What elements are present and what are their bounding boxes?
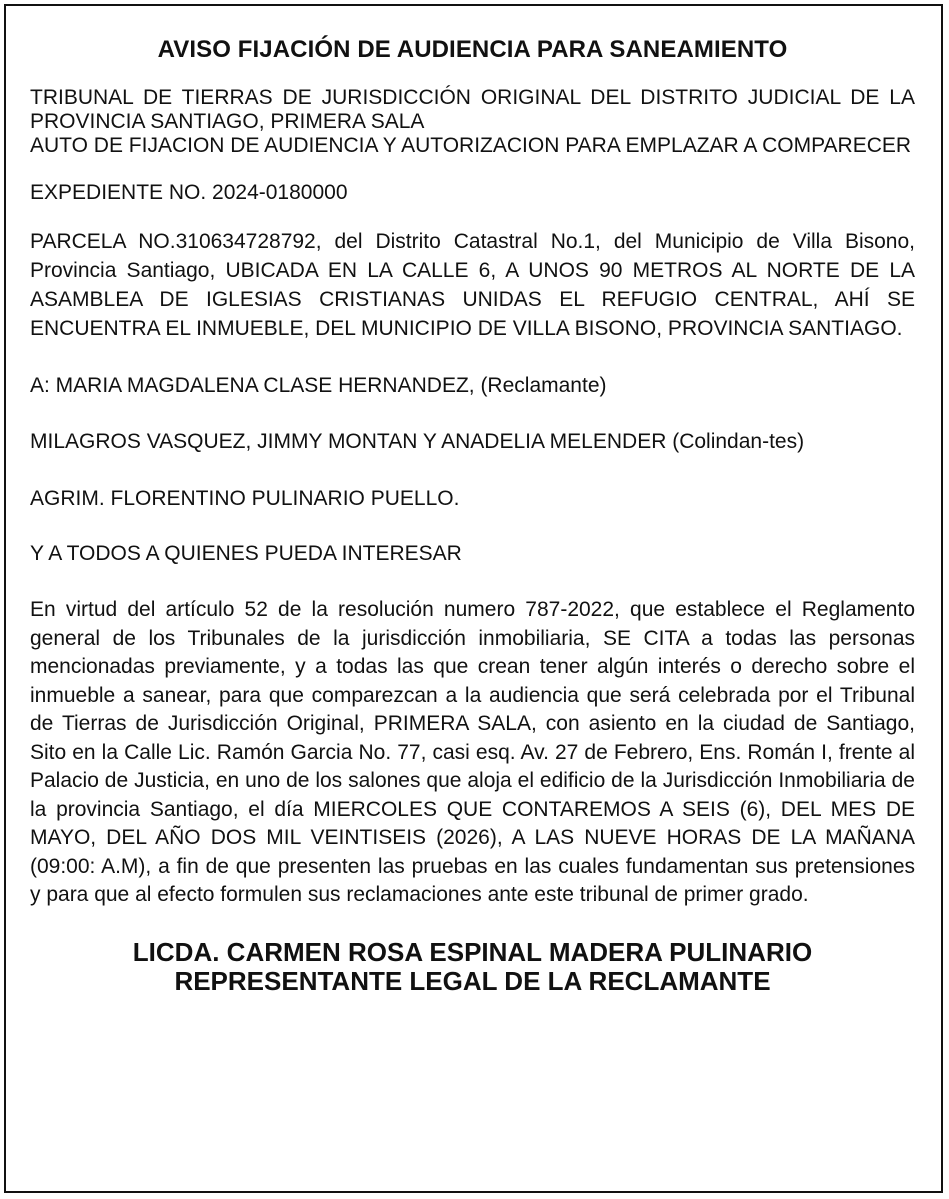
court-name: TRIBUNAL DE TIERRAS DE JURISDICCIÓN ORIGINAL DEL DISTRITO JUDICIAL DE LA PROVINCIA SANTIAGO, PRIMERA SALA xyxy=(30,86,915,133)
parcela-description: PARCELA NO.310634728792, del Distrito Catastral No.1, del Municipio de Villa Bisono, Provincia Santiago, UBICADA EN LA CALLE 6, A UNOS 90 METROS AL NORTE DE LA ASAMBLEA DE IGLESIAS CRISTIANAS UNIDAS EL REFUGIO CENTRAL, AHÍ SE ENCUENTRA EL INMUEBLE, DEL MUNICIPIO DE VILLA BISONO, PROVINCIA SANTIAGO. xyxy=(30,230,915,340)
signature-role: REPRESENTANTE LEGAL DE LA RECLAMANTE xyxy=(174,965,771,996)
notice-frame xyxy=(4,4,943,1193)
expediente-number: EXPEDIENTE NO. 2024-0180000 xyxy=(30,181,348,204)
interesados-line: Y A TODOS A QUIENES PUEDA INTERESAR xyxy=(30,542,462,565)
reclamante-line: A: MARIA MAGDALENA CLASE HERNANDEZ, (Reclamante) xyxy=(30,374,607,397)
notice-title: AVISO FIJACIÓN DE AUDIENCIA PARA SANEAMIENTO xyxy=(157,36,788,63)
agrimensor-line: AGRIM. FLORENTINO PULINARIO PUELLO. xyxy=(30,487,460,510)
auto-heading: AUTO DE FIJACION DE AUDIENCIA Y AUTORIZACION PARA EMPLAZAR A COMPARECER xyxy=(30,134,912,157)
signature-name: LICDA. CARMEN ROSA ESPINAL MADERA PULINARIO xyxy=(132,936,813,967)
citation-body: En virtud del artículo 52 de la resolución numero 787-2022, que establece el Reglamento general de los Tribunales de la jurisdicción inmobiliaria, SE CITA a todas las personas mencionadas previamente, y a todas las que crean tener algún interés o derecho sobre el inmueble a sanear, para que comparezcan a la audiencia que será celebrada por el Tribunal de Tierras de Jurisdicción Original, PRIMERA SALA, con asiento en la ciudad de Santiago, Sito en la Calle Lic. Ramón Garcia No. 77, casi esq. Av. 27 de Febrero, Ens. Román I, frente al Palacio de Justicia, en uno de los salones que aloja el edificio de la Jurisdicción Inmobiliaria de la provincia Santiago, el día MIERCOLES QUE CONTAREMOS A SEIS (6), DEL MES DE MAYO, DEL AÑO DOS MIL VEINTISEIS (2026), A LAS NUEVE HORAS DE LA MAÑANA (09:00: A.M), a fin de que presenten las pruebas en las cuales fundamentan sus pretensiones y para que al efecto formulen sus reclamaciones ante este tribunal de primer grado. xyxy=(30,598,915,906)
colindantes-line xyxy=(30,428,915,456)
notice-content xyxy=(30,36,915,996)
colindantes-text: MILAGROS VASQUEZ, JIMMY MONTAN Y ANADELIA MELENDER (Colindan-tes) xyxy=(30,430,805,453)
signature-block xyxy=(30,938,915,996)
